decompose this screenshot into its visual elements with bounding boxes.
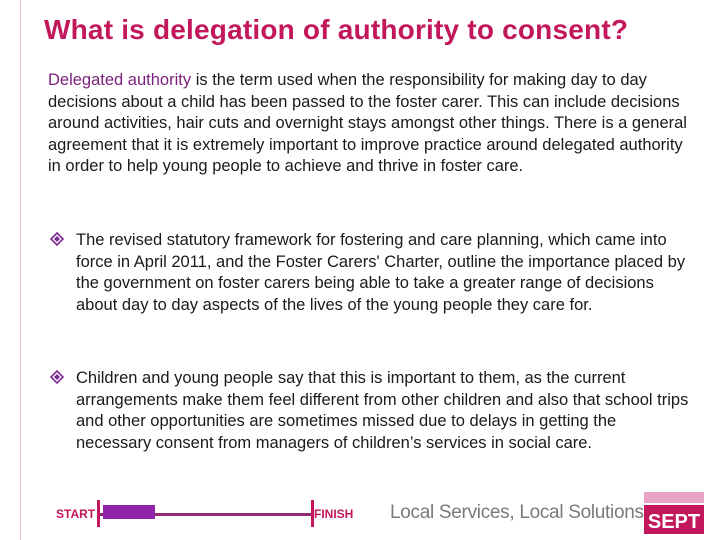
intro-term: Delegated authority bbox=[48, 71, 192, 89]
sept-logo bbox=[644, 492, 704, 534]
bullet-item-1 bbox=[50, 230, 690, 316]
footer-tagline: Local Services, Local Solutions bbox=[390, 502, 644, 523]
svg-text:SEPT: SEPT bbox=[647, 511, 701, 533]
bullet-text-2: Children and young people say that this is important to them, as the current arrangements make them feel different from other children and also that school trips and other opportunities are sometimes missed due to delays in getting the necessary consent from managers of children’s services in social care. bbox=[76, 369, 689, 452]
diamond-bullet-icon bbox=[50, 370, 64, 384]
progress-start-label: START bbox=[56, 507, 96, 521]
slide-title: What is delegation of authority to consent? bbox=[44, 14, 629, 45]
progress-bar bbox=[56, 500, 366, 528]
left-border-rule bbox=[20, 0, 21, 540]
progress-finish-label: FINISH bbox=[314, 507, 354, 521]
intro-text: is the term used when the responsibility for making day to day decisions about a child has been passed to the foster carer. This can include decisions around activities, hair cuts and overnight stays amongst other things. There is a general agreement that it is extremely important to improve practice around delegated authority in order to help young people to achieve and thrive in foster care. bbox=[48, 71, 687, 176]
progress-fill bbox=[103, 505, 155, 519]
bullet-text-1: The revised statutory framework for fostering and care planning, which came into force in April 2011, and the Foster Carers' Charter, outline the importance placed by the government on foster carers being able to take a greater range of decisions about day to day aspects of the lives of the young people they care for. bbox=[76, 231, 686, 314]
progress-start-cap bbox=[97, 500, 100, 527]
diamond-bullet-icon bbox=[50, 232, 64, 246]
intro-paragraph bbox=[48, 70, 688, 178]
bullet-item-2 bbox=[50, 368, 690, 454]
